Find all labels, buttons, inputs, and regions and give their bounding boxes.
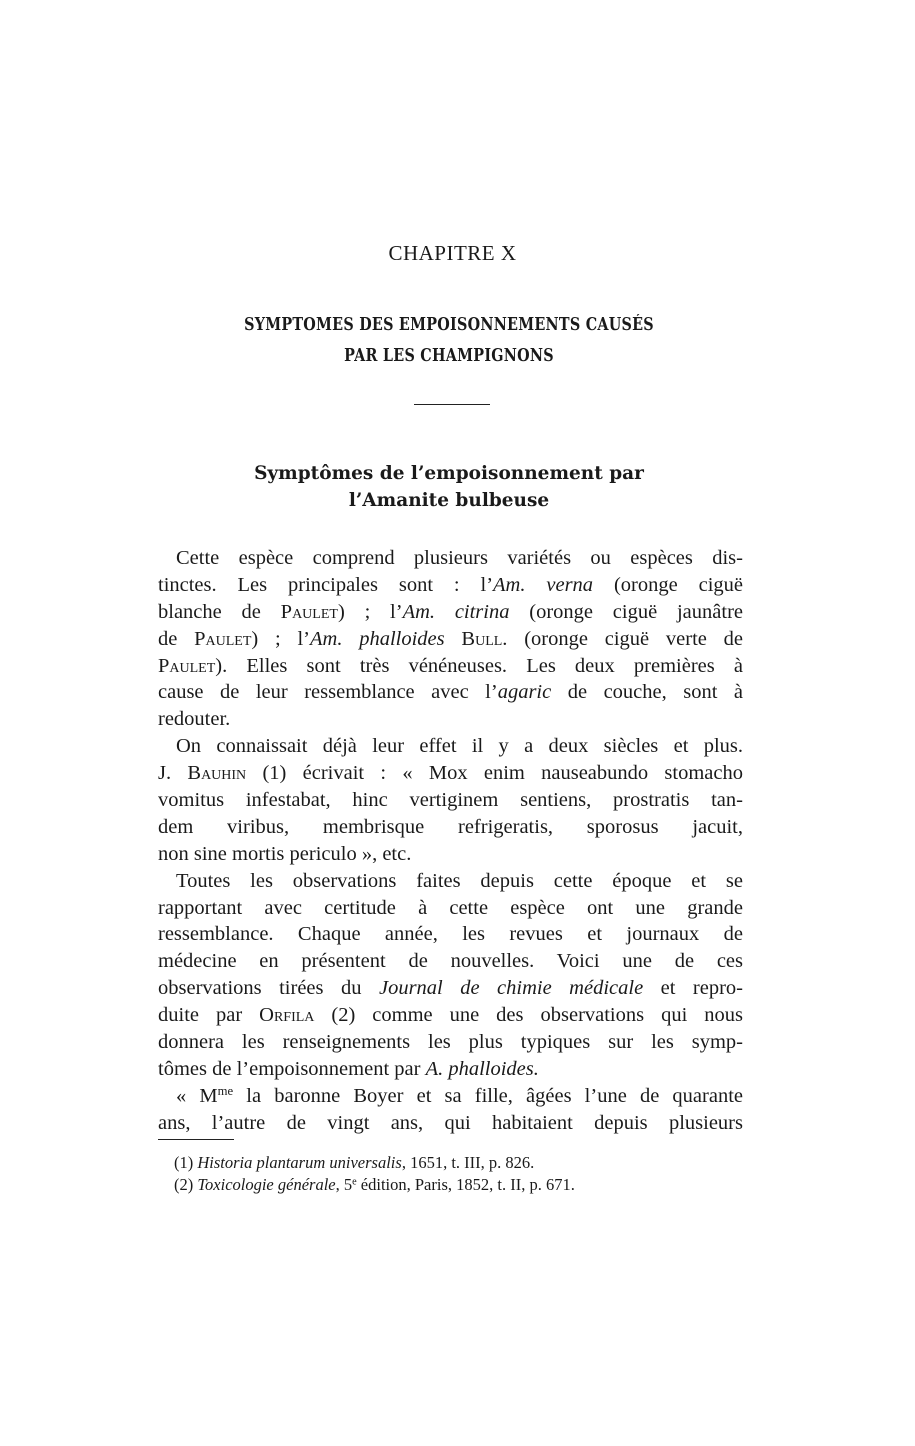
text-line: « $M^{me}$ la baronne Boyer et sa fille, âgées l’une de quarante [176, 1083, 743, 1107]
author-name: Paulet [194, 627, 252, 650]
text-line: ans, l’autre de vingt ans, qui habitaient depuis plusieurs [158, 1111, 743, 1134]
text-line: redouter. [158, 708, 231, 731]
text-line: de Paulet) ; l’Am. phalloides Bull. (oronge ciguë verte de [158, 627, 743, 650]
italic-text: Am. verna [493, 573, 594, 596]
chapter-title-line-1: SYMPTOMES DES EMPOISONNEMENTS CAUSÉS [244, 315, 654, 335]
italic-text: Am. citrina [402, 600, 510, 623]
italic-text: Journal de chimie médicale [378, 977, 644, 1000]
text-line: tômes de l’empoisonnement par A. phalloides. [158, 1057, 539, 1080]
text-line: cause de leur ressemblance avec l’agaric de couche, sont à [158, 681, 743, 704]
title-divider [414, 404, 490, 405]
section-heading-line-2: l’Amanite bulbeuse [348, 490, 550, 511]
footnote-divider [158, 1139, 234, 1140]
text-line: tinctes. Les principales sont : l’Am. verna (oronge ciguë [158, 573, 743, 596]
text-line: ressemblance. Chaque année, les revues et journaux de [158, 923, 743, 946]
paragraph [158, 1083, 743, 1137]
chapter-title-line-2: PAR LES CHAMPIGNONS [344, 346, 554, 366]
text-line: vomitus infestabat, hinc vertiginem sentiens, prostratis tan- [158, 789, 743, 812]
footnote: (2) Toxicologie générale, 5e édition, Paris, 1852, t. II, p. 671. [174, 1175, 575, 1194]
paragraph [158, 868, 743, 1083]
text-line: observations tirées du Journal de chimie médicale et repro- [158, 977, 744, 1000]
section-heading [0, 460, 898, 514]
text-line: médecine en présentent de nouvelles. Voici une de ces [158, 950, 743, 973]
section-heading-line-1: Symptômes de l’empoisonnement par [254, 463, 644, 484]
text-line: Toutes les observations faites depuis cette époque et se [176, 869, 743, 892]
author-name: Paulet [158, 654, 216, 677]
text-line: duite par Orfila (2) comme une des observations qui nous [158, 1004, 743, 1027]
text-line: J. Bauhin (1) écrivait : « Mox enim nauseabundo stomacho [158, 762, 743, 785]
text-line: On connaissait déjà leur effet il y a deux siècles et plus. [176, 735, 743, 758]
body-text [158, 545, 743, 1137]
author-name: Bull. [461, 627, 508, 650]
italic-text: Am. phalloides [310, 627, 445, 650]
author-name: Bauhin [187, 762, 247, 785]
text-line: Cette espèce comprend plusieurs variétés ou espèces dis- [176, 547, 743, 569]
text-line: dem viribus, membrisque refrigeratis, sporosus jacuit, [158, 815, 743, 838]
paragraph [158, 733, 743, 867]
superscript: e [352, 1176, 357, 1188]
italic-text: agaric [497, 681, 552, 704]
text-line: donnera les renseignements les plus typiques sur les symp- [158, 1031, 743, 1054]
author-name: Orfila [259, 1004, 315, 1027]
chapter-heading: CHAPITRE X [388, 241, 517, 265]
author-name: Paulet [280, 600, 338, 623]
footnote: (1) Historia plantarum universalis, 1651, t. III, p. 826. [174, 1153, 535, 1172]
text-line: blanche de Paulet) ; l’Am. citrina (oronge ciguë jaunâtre [158, 600, 743, 623]
text-line: non sine mortis periculo », etc. [158, 842, 412, 865]
italic-text: Historia plantarum universalis [197, 1153, 402, 1172]
text-line: Paulet). Elles sont très vénéneuses. Les deux premières à [158, 654, 743, 677]
paragraph [158, 545, 743, 733]
text-line: rapportant avec certitude à cette espèce ont une grande [158, 896, 743, 919]
superscript: me [217, 1083, 234, 1098]
italic-text: A. phalloides. [425, 1057, 539, 1080]
italic-text: Toxicologie générale [197, 1175, 336, 1194]
footnotes [174, 1152, 734, 1196]
chapter-title [81, 310, 817, 372]
